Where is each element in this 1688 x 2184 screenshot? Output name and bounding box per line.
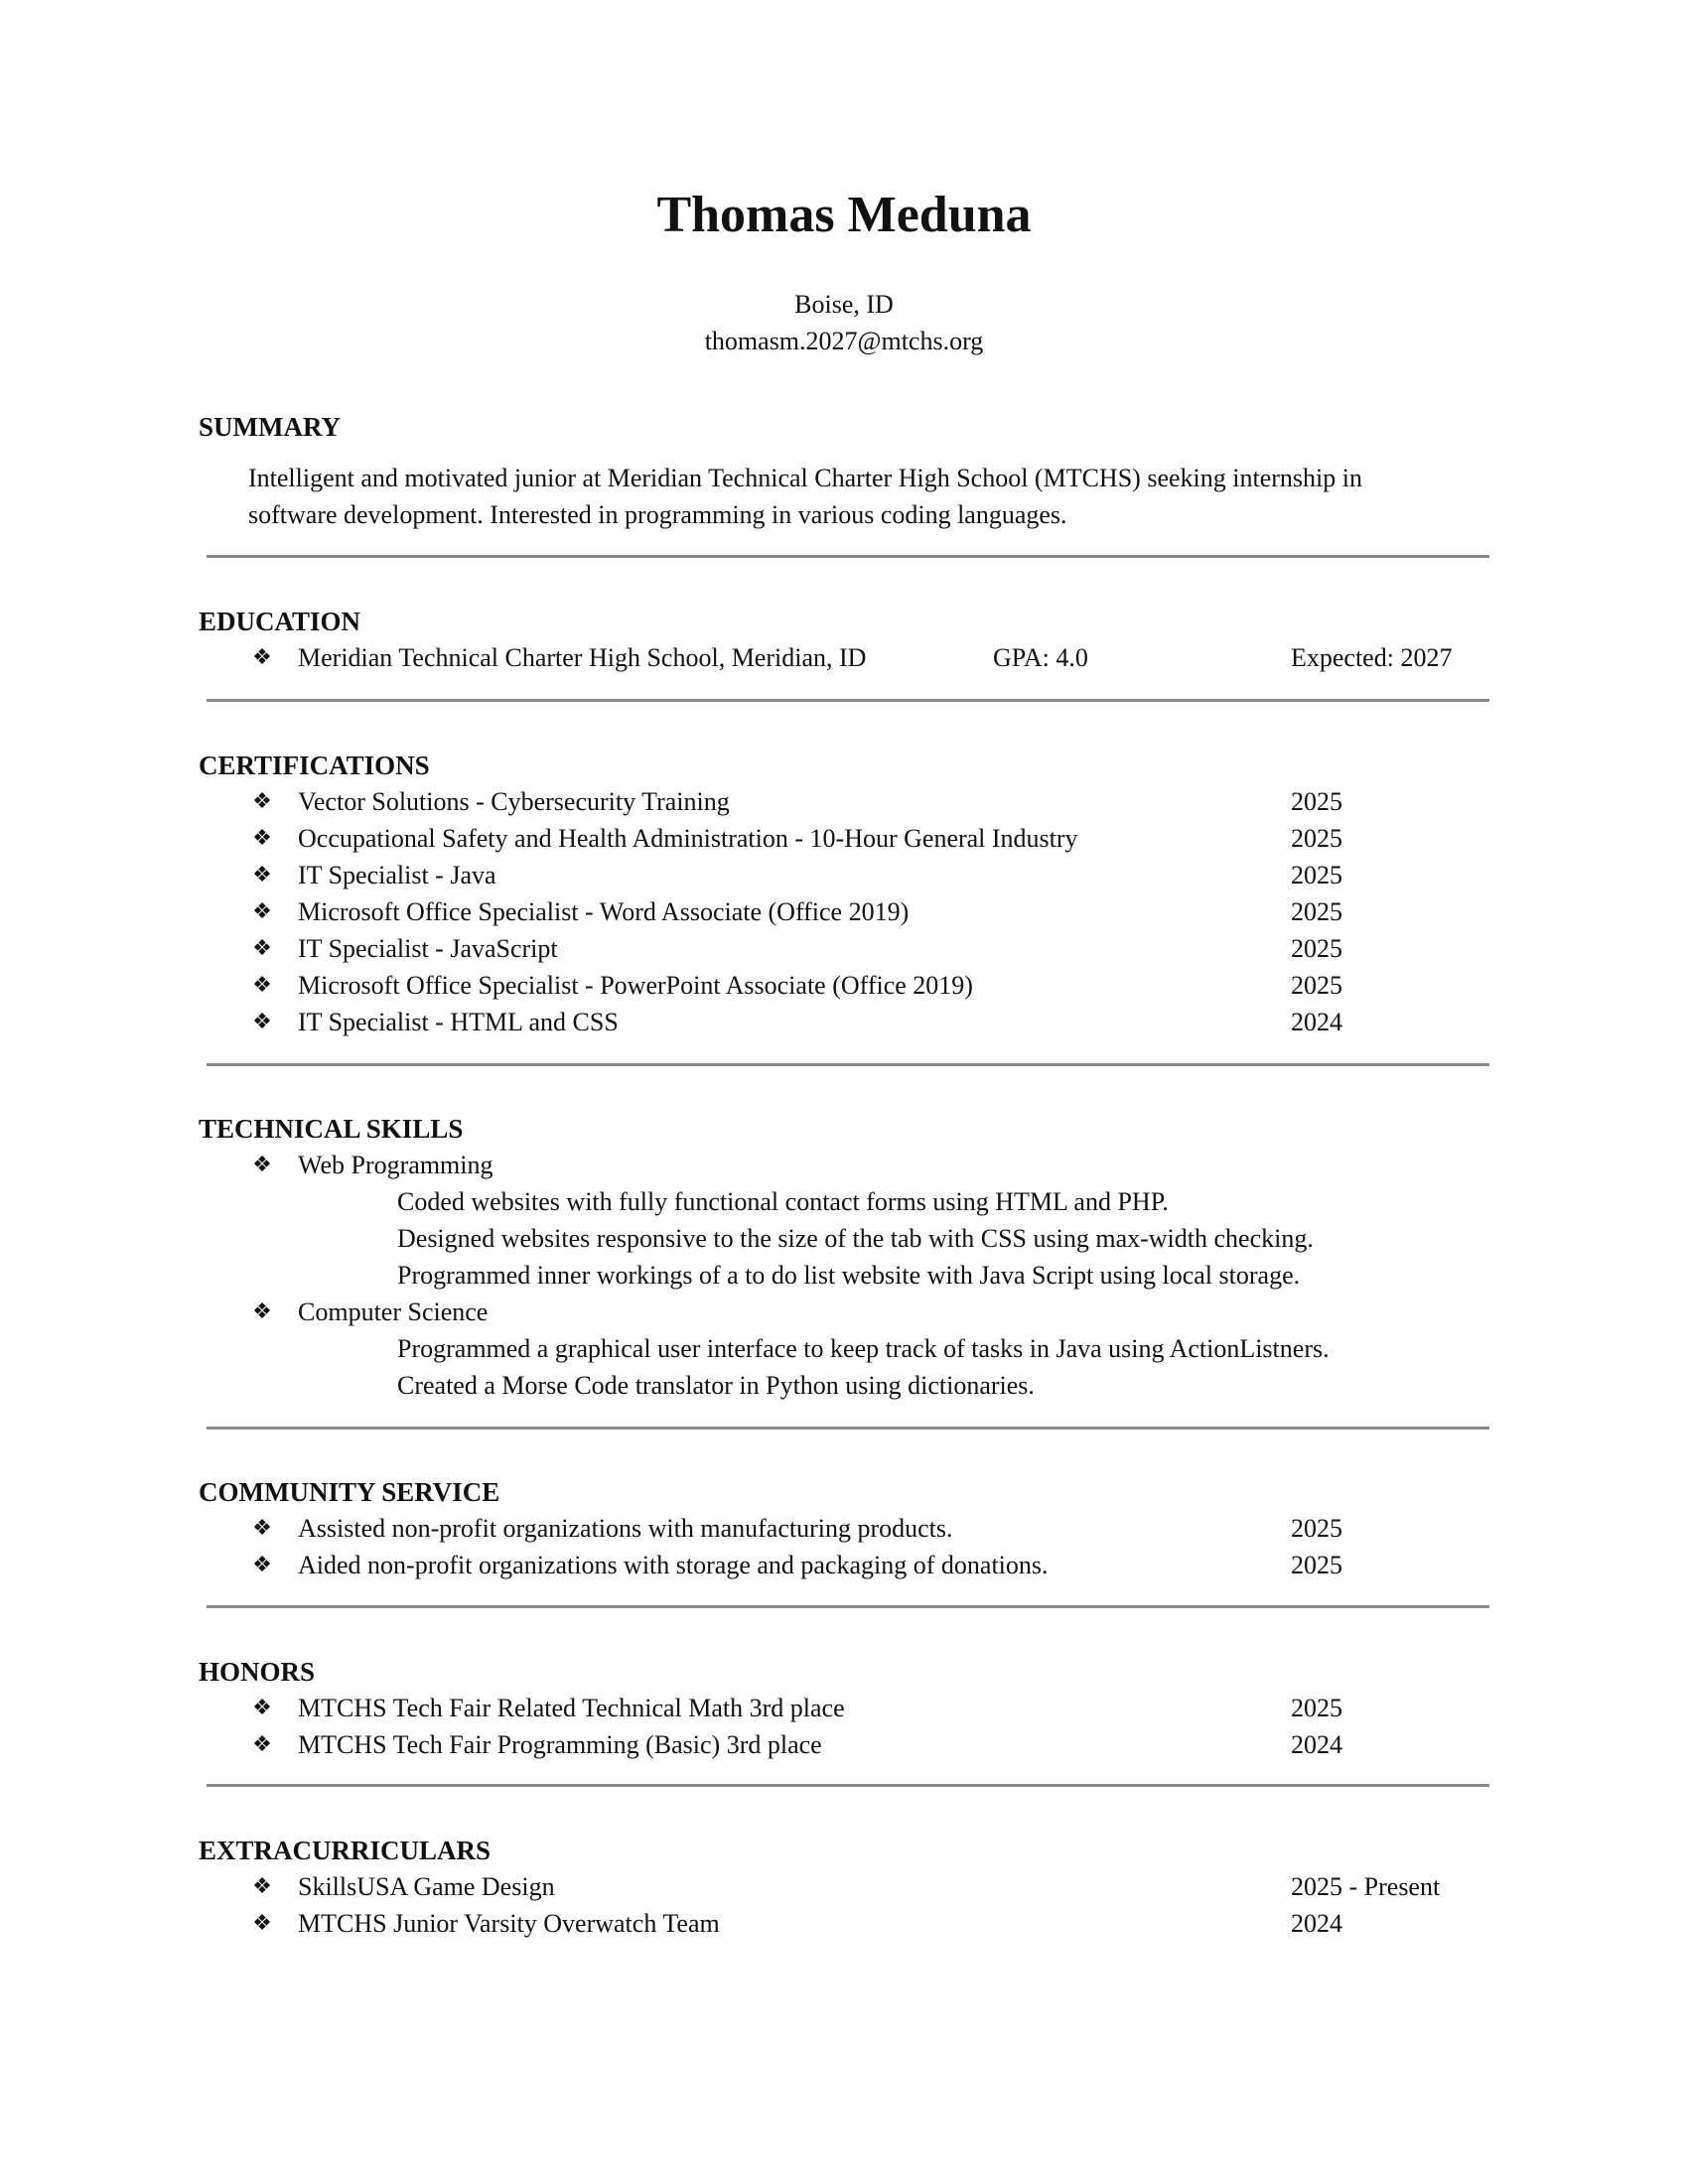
summary-line: Intelligent and motivated junior at Meridian Technical Charter High School (MTCHS) seeking internship in — [248, 464, 1362, 492]
skill-detail — [0, 1257, 1688, 1294]
diamond-bullet-icon: ❖ — [252, 1696, 272, 1720]
extracurricular-item — [0, 1905, 1688, 1942]
extracurricular-item — [0, 1868, 1688, 1905]
community-service-text: Assisted non-profit organizations with manufacturing products. — [298, 1514, 953, 1543]
education-item — [0, 639, 1688, 676]
section-title-extracurriculars: EXTRACURRICULARS — [199, 1836, 492, 1865]
diamond-bullet-icon: ❖ — [252, 1516, 272, 1541]
skill-group-label: Web Programming — [298, 1151, 493, 1179]
certification-name: IT Specialist - JavaScript — [298, 934, 558, 963]
certification-name: Occupational Safety and Health Administration - 10-Hour General Industry — [298, 824, 1078, 853]
certification-date: 2024 — [1291, 1008, 1342, 1036]
education-school: Meridian Technical Charter High School, Meridian, ID — [298, 643, 867, 672]
certification-name: Vector Solutions - Cybersecurity Training — [298, 787, 730, 816]
certification-date: 2025 — [1291, 897, 1342, 926]
honor-date: 2025 — [1291, 1694, 1342, 1722]
certification-date: 2025 — [1291, 824, 1342, 853]
skill-detail-text: Coded websites with fully functional contact forms using HTML and PHP. — [397, 1187, 1169, 1216]
skill-group — [0, 1147, 1688, 1183]
certification-name: IT Specialist - HTML and CSS — [298, 1008, 619, 1036]
honor-item — [0, 1690, 1688, 1726]
certification-date: 2025 — [1291, 787, 1342, 816]
diamond-bullet-icon: ❖ — [252, 826, 272, 851]
certification-name: Microsoft Office Specialist - PowerPoint Associate (Office 2019) — [298, 971, 973, 1000]
diamond-bullet-icon: ❖ — [252, 1732, 272, 1757]
community-service-date: 2025 — [1291, 1551, 1342, 1579]
honor-date: 2024 — [1291, 1730, 1342, 1759]
honor-text: MTCHS Tech Fair Programming (Basic) 3rd place — [298, 1730, 822, 1759]
section-title-honors: HONORS — [199, 1657, 316, 1687]
skill-group-label: Computer Science — [298, 1297, 489, 1326]
skill-detail-text: Created a Morse Code translator in Python using dictionaries. — [397, 1371, 1035, 1400]
skill-detail — [0, 1220, 1688, 1257]
community-service-item — [0, 1547, 1688, 1583]
summary-line: software development. Interested in programming in various coding languages. — [248, 500, 1067, 529]
community-service-item — [0, 1510, 1688, 1547]
certification-item — [0, 820, 1688, 857]
community-service-date: 2025 — [1291, 1514, 1342, 1543]
diamond-bullet-icon: ❖ — [252, 936, 272, 961]
certification-name: IT Specialist - Java — [298, 861, 496, 889]
candidate-email: thomasm.2027@mtchs.org — [704, 327, 984, 355]
section-title-certifications: CERTIFICATIONS — [199, 751, 430, 780]
honor-text: MTCHS Tech Fair Related Technical Math 3rd place — [298, 1694, 845, 1722]
section-divider — [207, 1063, 1489, 1066]
extracurricular-text: SkillsUSA Game Design — [298, 1872, 555, 1901]
certification-date: 2025 — [1291, 934, 1342, 963]
certification-name: Microsoft Office Specialist - Word Associate (Office 2019) — [298, 897, 910, 926]
skill-detail — [0, 1367, 1688, 1404]
diamond-bullet-icon: ❖ — [252, 1299, 272, 1324]
section-divider — [207, 555, 1489, 558]
certification-date: 2025 — [1291, 861, 1342, 889]
diamond-bullet-icon: ❖ — [252, 863, 272, 887]
diamond-bullet-icon: ❖ — [252, 973, 272, 998]
candidate-location: Boise, ID — [794, 290, 894, 319]
certification-item — [0, 967, 1688, 1004]
section-title-technical-skills: TECHNICAL SKILLS — [199, 1114, 464, 1144]
skill-detail-text: Programmed a graphical user interface to keep track of tasks in Java using ActionListners. — [397, 1334, 1330, 1363]
certification-item — [0, 857, 1688, 893]
diamond-bullet-icon: ❖ — [252, 1010, 272, 1034]
diamond-bullet-icon: ❖ — [252, 1911, 272, 1936]
diamond-bullet-icon: ❖ — [252, 645, 272, 670]
section-divider — [207, 1605, 1489, 1608]
certification-item — [0, 893, 1688, 930]
diamond-bullet-icon: ❖ — [252, 789, 272, 814]
section-title-summary: SUMMARY — [199, 412, 342, 442]
skill-group — [0, 1294, 1688, 1330]
extracurricular-text: MTCHS Junior Varsity Overwatch Team — [298, 1909, 720, 1938]
section-title-community-service: COMMUNITY SERVICE — [199, 1477, 500, 1507]
extracurricular-date: 2025 - Present — [1291, 1872, 1441, 1901]
community-service-text: Aided non-profit organizations with storage and packaging of donations. — [298, 1551, 1049, 1579]
diamond-bullet-icon: ❖ — [252, 899, 272, 924]
section-divider — [207, 1427, 1489, 1430]
education-date: Expected: 2027 — [1291, 643, 1453, 672]
section-divider — [207, 1784, 1489, 1787]
education-gpa: GPA: 4.0 — [993, 643, 1088, 672]
section-divider — [207, 699, 1489, 702]
certification-item — [0, 930, 1688, 967]
skill-detail-text: Designed websites responsive to the size of the tab with CSS using max-width checking. — [397, 1224, 1314, 1253]
diamond-bullet-icon: ❖ — [252, 1874, 272, 1899]
honor-item — [0, 1726, 1688, 1763]
diamond-bullet-icon: ❖ — [252, 1553, 272, 1577]
candidate-name: Thomas Meduna — [656, 187, 1032, 243]
certification-item — [0, 783, 1688, 820]
skill-detail — [0, 1183, 1688, 1220]
skill-detail-text: Programmed inner workings of a to do list website with Java Script using local storage. — [397, 1261, 1301, 1290]
extracurricular-date: 2024 — [1291, 1909, 1342, 1938]
diamond-bullet-icon: ❖ — [252, 1153, 272, 1177]
certification-item — [0, 1004, 1688, 1040]
skill-detail — [0, 1330, 1688, 1367]
certification-date: 2025 — [1291, 971, 1342, 1000]
section-title-education: EDUCATION — [199, 607, 361, 636]
